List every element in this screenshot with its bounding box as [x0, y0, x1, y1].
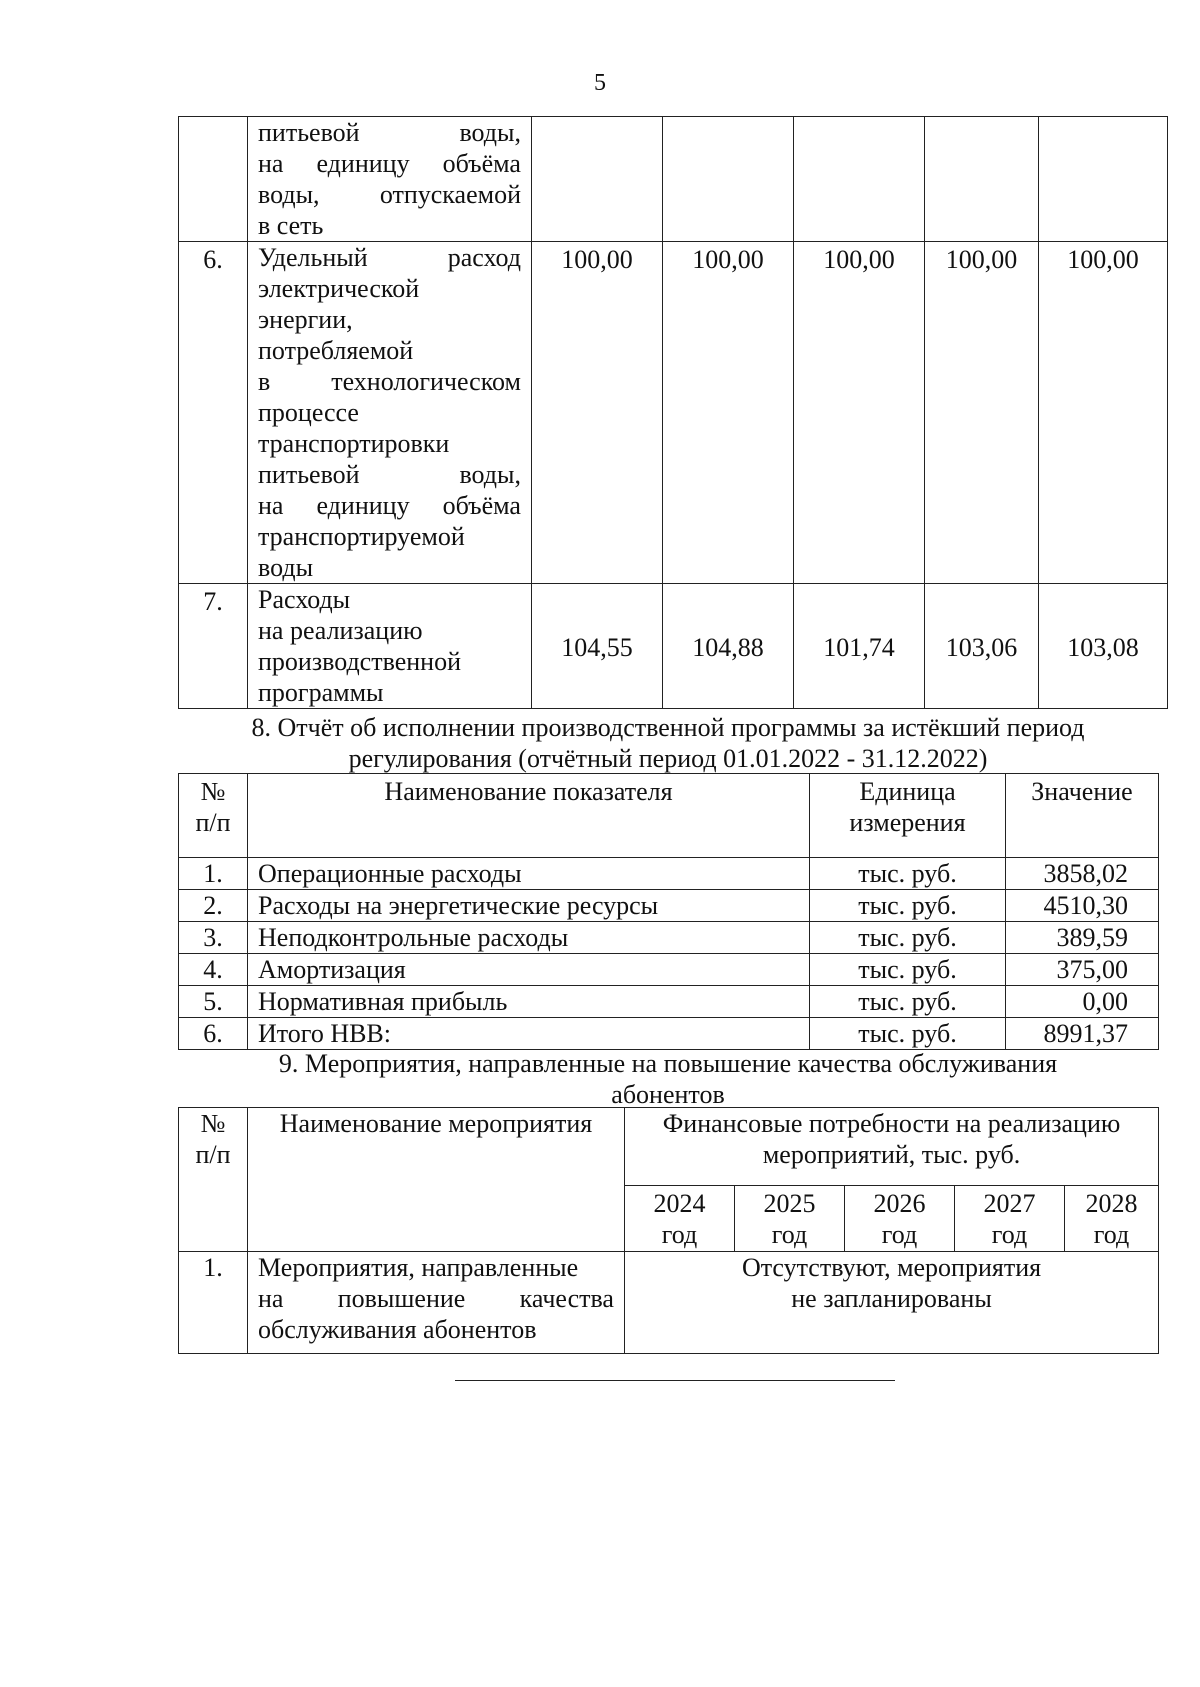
indicator-value [532, 117, 663, 242]
report-row-num: 1. [179, 858, 248, 890]
indicator-row [179, 117, 1168, 242]
indicator-value [1039, 117, 1168, 242]
section-9-title-line1: 9. Мероприятия, направленные на повышение качества обслуживания [278, 1049, 1058, 1078]
measures-header-name: Наименование мероприятия [248, 1108, 625, 1252]
measures-table [178, 1107, 1159, 1354]
report-row-value: 4510,30 [1006, 890, 1159, 922]
indicator-value [925, 117, 1039, 242]
report-row-value: 0,00 [1006, 986, 1159, 1018]
header-unit [810, 774, 1006, 858]
report-row-unit: тыс. руб. [810, 986, 1006, 1018]
indicator-name-line [258, 397, 521, 428]
report-row [179, 1018, 1159, 1050]
measures-row-name [248, 1252, 625, 1354]
indicator-value: 104,55 [532, 584, 663, 709]
year-header-suffix: год [661, 1220, 698, 1249]
measures-header-finance-line1: Финансовые потребности на реализацию [662, 1109, 1121, 1138]
year-header [735, 1186, 845, 1252]
indicator-name-word: потребляемой [258, 336, 414, 365]
indicator-name-word: программы [258, 678, 384, 707]
indicator-name-line [258, 304, 521, 335]
footer-rule [455, 1380, 895, 1381]
report-row-name: Амортизация [248, 954, 810, 986]
section-8-title [178, 712, 1158, 774]
measure-name-word: обслуживания абонентов [258, 1315, 537, 1344]
indicator-value: 101,74 [794, 584, 925, 709]
indicator-name-word: Расходы [258, 585, 351, 614]
indicator-num: 6. [179, 242, 248, 584]
report-table-header [179, 774, 1159, 858]
report-row-value: 8991,37 [1006, 1018, 1159, 1050]
year-header-year: 2025 [763, 1189, 816, 1218]
indicator-name-word: расход [447, 243, 521, 272]
indicator-name-line [258, 615, 521, 646]
indicator-name-line [258, 366, 521, 397]
indicator-value: 103,08 [1039, 584, 1168, 709]
indicator-value [794, 117, 925, 242]
indicator-name-word: воды, [258, 180, 320, 209]
report-row [179, 858, 1159, 890]
measures-header-finance-line2: мероприятий, тыс. руб. [762, 1140, 1021, 1169]
indicator-value: 100,00 [794, 242, 925, 584]
indicator-name-word: единицу [316, 149, 410, 178]
indicator-name-word: единицу [316, 491, 410, 520]
header-unit-line2: измерения [849, 808, 966, 837]
indicator-name-word: на [258, 491, 284, 520]
year-header-year: 2026 [873, 1189, 926, 1218]
indicator-name-line [258, 552, 521, 583]
indicator-name-word: объёма [442, 149, 521, 178]
report-row-num: 3. [179, 922, 248, 954]
indicator-value: 100,00 [532, 242, 663, 584]
indicator-name-word: Удельный [258, 243, 368, 272]
measures-row-note [625, 1252, 1159, 1354]
indicator-name-line [258, 490, 521, 521]
indicator-name-word: транспортировки [258, 429, 450, 458]
year-header-year: 2024 [653, 1189, 706, 1218]
report-row-name: Неподконтрольные расходы [248, 922, 810, 954]
year-header [845, 1186, 955, 1252]
report-row-unit: тыс. руб. [810, 890, 1006, 922]
year-header [955, 1186, 1065, 1252]
indicator-name-line [258, 242, 521, 273]
measure-name-word: на [258, 1284, 284, 1313]
indicator-value: 104,88 [663, 584, 794, 709]
measures-header-num [179, 1108, 248, 1252]
measures-header-finance [625, 1108, 1159, 1186]
year-header-suffix: год [991, 1220, 1028, 1249]
indicators-table-continuation [178, 116, 1168, 709]
indicator-name-word: воды, [459, 460, 521, 489]
section-8-title-line2: регулирования (отчётный период 01.01.2022 - 31.12.2022) [348, 744, 988, 773]
report-row-value: 3858,02 [1006, 858, 1159, 890]
indicator-num [179, 117, 248, 242]
measure-name-line [258, 1283, 614, 1314]
measure-name-word: повышение [337, 1284, 466, 1313]
report-row-name: Расходы на энергетические ресурсы [248, 890, 810, 922]
section-9-title [178, 1048, 1158, 1110]
section-9-title-line2: абонентов [611, 1080, 725, 1109]
indicator-name-word: производственной [258, 647, 461, 676]
indicator-name-word: отпускаемой [379, 180, 521, 209]
measure-name-word: качества [519, 1284, 614, 1313]
report-row-unit: тыс. руб. [810, 954, 1006, 986]
header-value: Значение [1006, 774, 1159, 858]
indicator-row [179, 584, 1168, 709]
year-header-year: 2027 [983, 1189, 1036, 1218]
indicator-name-line [258, 459, 521, 490]
indicator-row [179, 242, 1168, 584]
indicator-name-line [258, 428, 521, 459]
header-num [179, 774, 248, 858]
year-header-suffix: год [1093, 1220, 1130, 1249]
report-row [179, 954, 1159, 986]
indicator-name-word: питьевой [258, 118, 360, 147]
year-header [625, 1186, 735, 1252]
indicator-name-line [258, 273, 521, 304]
report-row-name: Итого НВВ: [248, 1018, 810, 1050]
section-8-title-line1: 8. Отчёт об исполнении производственной программы за истёкший период [251, 713, 1085, 742]
indicator-value [663, 117, 794, 242]
report-table [178, 773, 1159, 1050]
indicator-name [248, 242, 532, 584]
measures-row [179, 1252, 1159, 1354]
indicator-name-line [258, 117, 521, 148]
page-number: 5 [594, 70, 606, 96]
indicator-name-word: технологическом [331, 367, 521, 396]
indicator-value: 103,06 [925, 584, 1039, 709]
measure-name-line [258, 1252, 614, 1283]
indicator-name-word: питьевой [258, 460, 360, 489]
indicator-name-word: воды [258, 553, 314, 582]
indicator-name-line [258, 335, 521, 366]
indicator-name-word: электрической [258, 274, 420, 303]
header-unit-line1: Единица [859, 777, 956, 806]
header-indicator-name: Наименование показателя [248, 774, 810, 858]
report-row-num: 2. [179, 890, 248, 922]
indicator-value: 100,00 [1039, 242, 1168, 584]
measures-row-note-line1: Отсутствуют, мероприятия [741, 1253, 1042, 1282]
indicator-name-word: в [258, 367, 271, 396]
indicator-name-line [258, 584, 521, 615]
indicator-name-word: энергии, [258, 305, 353, 334]
indicator-name-line [258, 646, 521, 677]
measures-row-num: 1. [179, 1252, 248, 1354]
measure-name-word: Мероприятия, направленные [258, 1253, 579, 1282]
indicator-name-line [258, 179, 521, 210]
indicator-name-word: в сеть [258, 211, 324, 240]
year-header-suffix: год [771, 1220, 808, 1249]
report-row-num: 5. [179, 986, 248, 1018]
indicator-name-word: транспортируемой [258, 522, 465, 551]
report-row-value: 389,59 [1006, 922, 1159, 954]
indicator-name-line [258, 148, 521, 179]
indicator-num: 7. [179, 584, 248, 709]
indicator-value: 100,00 [925, 242, 1039, 584]
report-row-num: 4. [179, 954, 248, 986]
report-row [179, 890, 1159, 922]
report-row-unit: тыс. руб. [810, 922, 1006, 954]
indicator-name-word: воды, [459, 118, 521, 147]
year-header-year: 2028 [1085, 1189, 1138, 1218]
report-row-name: Нормативная прибыль [248, 986, 810, 1018]
report-row-name: Операционные расходы [248, 858, 810, 890]
measures-header-num-line1: № [200, 1109, 226, 1138]
report-row-value: 375,00 [1006, 954, 1159, 986]
indicator-name-word: на [258, 149, 284, 178]
indicator-name [248, 584, 532, 709]
year-header-suffix: год [881, 1220, 918, 1249]
indicator-name [248, 117, 532, 242]
indicator-name-line [258, 677, 521, 708]
indicator-name-word: объёма [442, 491, 521, 520]
report-row-unit: тыс. руб. [810, 858, 1006, 890]
report-row [179, 922, 1159, 954]
measure-name-line [258, 1314, 614, 1345]
report-row [179, 986, 1159, 1018]
indicator-name-line [258, 210, 521, 241]
measures-row-note-line2: не запланированы [791, 1284, 992, 1313]
header-num-line2: п/п [195, 808, 231, 837]
indicator-name-word: на реализацию [258, 616, 423, 645]
header-num-line1: № [200, 777, 226, 806]
indicator-name-line [258, 521, 521, 552]
year-header [1065, 1186, 1159, 1252]
indicator-name-word: процессе [258, 398, 359, 427]
report-row-unit: тыс. руб. [810, 1018, 1006, 1050]
measures-header-num-line2: п/п [195, 1140, 231, 1169]
report-row-num: 6. [179, 1018, 248, 1050]
indicator-value: 100,00 [663, 242, 794, 584]
